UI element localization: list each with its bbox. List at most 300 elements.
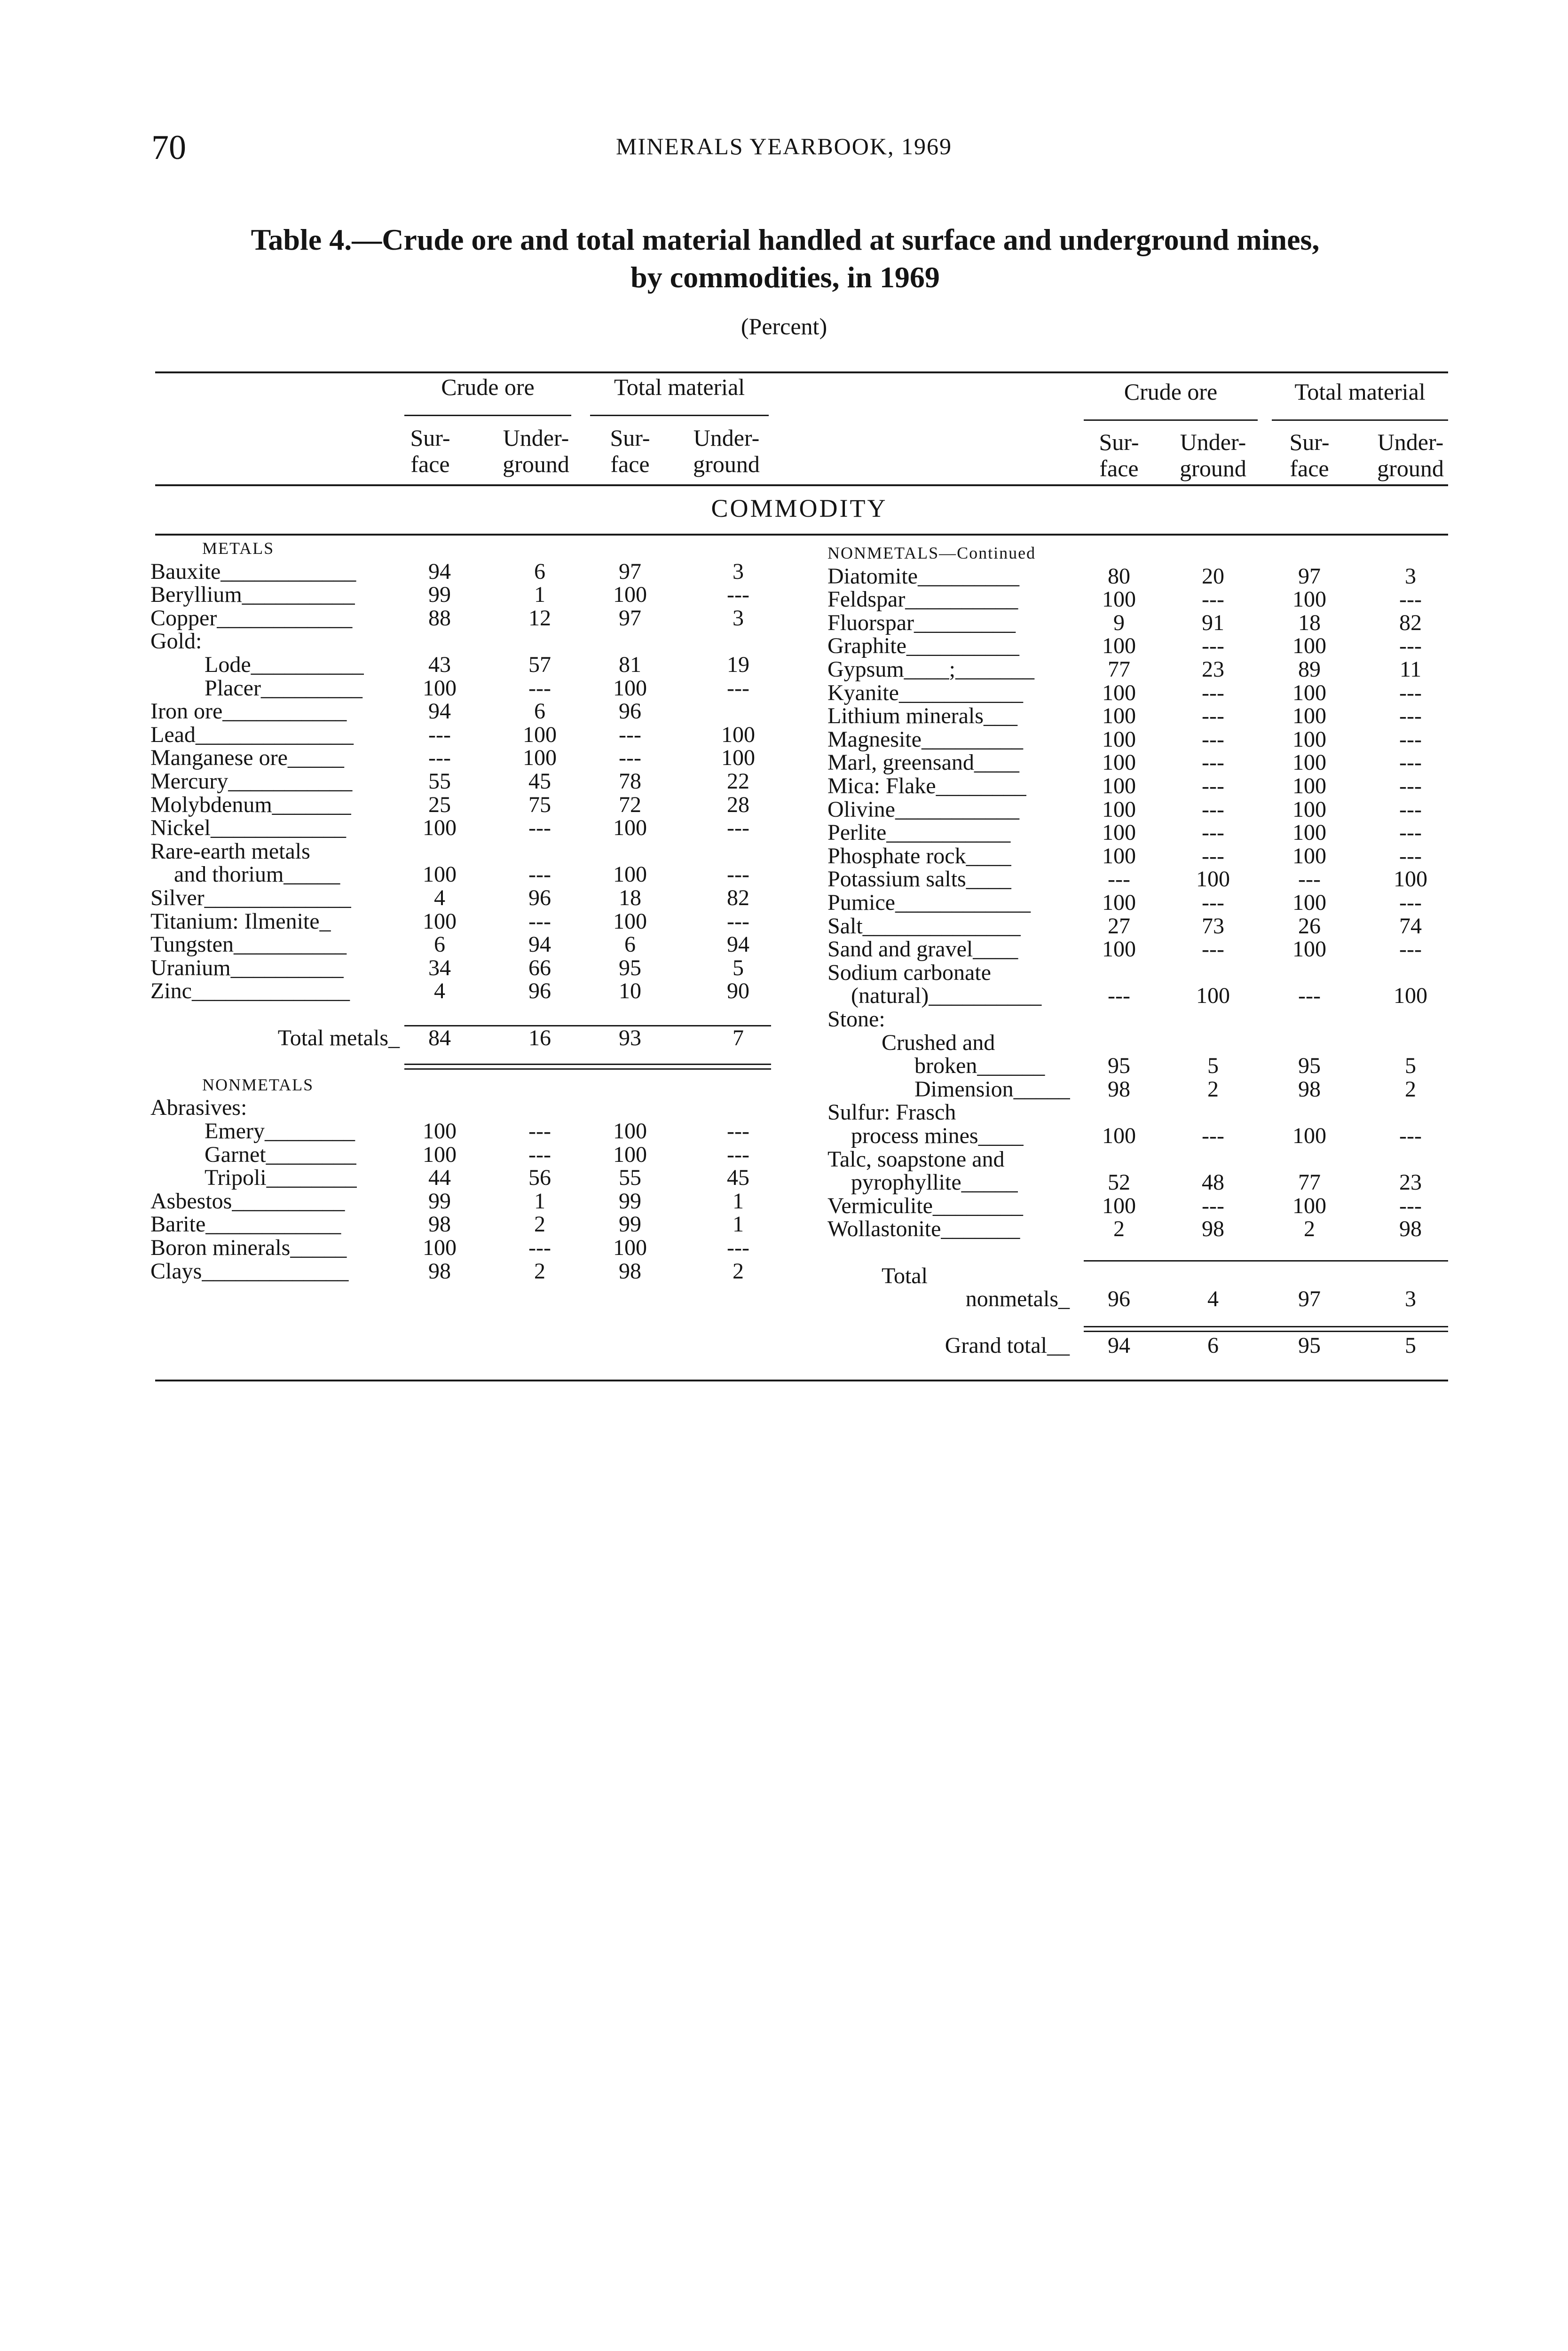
table-row xyxy=(0,844,1568,868)
table-row xyxy=(0,1194,1568,1218)
cell-total-underground: --- xyxy=(1399,703,1422,729)
cell-total-surface: 100 xyxy=(1292,797,1326,822)
cell-crude-surface: 99 xyxy=(428,1188,451,1214)
cell-crude-underground: 1 xyxy=(534,582,545,607)
commodity-label: Nickel____________ xyxy=(150,815,346,841)
cell-crude-underground: --- xyxy=(1202,937,1224,962)
cell-total-surface: 97 xyxy=(1298,563,1321,589)
cell-crude-underground: 100 xyxy=(1196,983,1230,1009)
left-header-underground-total xyxy=(677,425,776,477)
cell-total-surface: 89 xyxy=(1298,657,1321,682)
cell-crude-surface: 100 xyxy=(1102,750,1136,775)
commodity-label: Kyanite___________ xyxy=(827,680,1023,705)
commodity-label: Diatomite_________ xyxy=(827,563,1019,589)
cell-total-underground: 90 xyxy=(727,978,749,1004)
cell-total-underground: --- xyxy=(727,1235,749,1260)
cell-crude-surface: 100 xyxy=(423,862,457,887)
commodity-rule xyxy=(155,534,1448,536)
commodity-label: Total xyxy=(882,1263,928,1288)
cell-crude-underground: 100 xyxy=(523,722,557,747)
cell-crude-underground: --- xyxy=(1202,1193,1224,1218)
cell-total-underground: --- xyxy=(1399,633,1422,659)
cell-total-surface: 78 xyxy=(619,769,641,794)
cell-crude-underground: 5 xyxy=(1207,1053,1219,1079)
cell-total-surface: 100 xyxy=(613,582,647,607)
cell-crude-underground: --- xyxy=(1202,633,1224,659)
commodity-label: Asbestos__________ xyxy=(150,1188,345,1214)
cell-crude-underground: 94 xyxy=(528,932,551,957)
cell-total-surface: 100 xyxy=(1292,633,1326,659)
cell-crude-underground: 1 xyxy=(534,1188,545,1214)
cell-crude-underground: 6 xyxy=(1207,1333,1219,1358)
cell-crude-surface: 100 xyxy=(423,1235,457,1260)
cell-total-underground: 100 xyxy=(721,722,755,747)
commodity-label: Lode__________ xyxy=(205,652,364,677)
cell-crude-surface: 100 xyxy=(1102,633,1136,659)
left-header-underground-total-line-1: Under- xyxy=(693,425,760,451)
cell-crude-surface: 100 xyxy=(1102,890,1136,915)
cell-crude-underground: 96 xyxy=(528,885,551,910)
commodity-label: Total metals_ xyxy=(277,1025,400,1050)
cell-total-underground: --- xyxy=(727,582,749,607)
cell-total-surface: 100 xyxy=(613,862,647,887)
commodity-label: Graphite__________ xyxy=(827,633,1019,659)
cell-total-surface: 100 xyxy=(1292,843,1326,868)
cell-total-surface: 100 xyxy=(613,1142,647,1167)
commodity-label: Salt______________ xyxy=(827,913,1021,939)
cell-total-surface: 98 xyxy=(619,1258,641,1284)
cell-crude-underground: --- xyxy=(1202,820,1224,845)
cell-total-underground: 5 xyxy=(1405,1053,1416,1079)
cell-total-underground: --- xyxy=(727,862,749,887)
cell-crude-surface: 94 xyxy=(428,559,451,584)
table-row xyxy=(0,1054,1568,1078)
cell-total-surface: 97 xyxy=(1298,1286,1321,1312)
cell-crude-underground: --- xyxy=(528,862,551,887)
cell-crude-surface: 100 xyxy=(423,1119,457,1144)
cell-crude-underground: --- xyxy=(1202,726,1224,752)
cell-crude-surface: 84 xyxy=(428,1025,451,1050)
cell-total-underground: --- xyxy=(727,675,749,701)
cell-crude-surface: 100 xyxy=(1102,680,1136,705)
cell-crude-underground: --- xyxy=(528,675,551,701)
left-header-surface-crude xyxy=(397,425,463,477)
cell-total-surface: 100 xyxy=(1292,726,1326,752)
cell-crude-underground: 2 xyxy=(534,1212,545,1237)
cell-total-underground: 3 xyxy=(1405,563,1416,589)
right-header-crude-ore: Crude ore xyxy=(1124,379,1218,405)
right-header-underground-crude xyxy=(1164,429,1262,481)
cell-crude-underground: --- xyxy=(1202,587,1224,612)
cell-total-underground: 1 xyxy=(733,1212,744,1237)
cell-total-surface: 98 xyxy=(1298,1076,1321,1102)
table-subtitle: (Percent) xyxy=(741,313,827,339)
running-head: MINERALS YEARBOOK, 1969 xyxy=(616,133,952,159)
cell-crude-surface: 100 xyxy=(423,815,457,841)
cell-total-surface: 100 xyxy=(1292,890,1326,915)
cell-crude-underground: 96 xyxy=(528,978,551,1004)
left-header-total-material: Total material xyxy=(614,374,745,400)
cell-total-underground: 22 xyxy=(727,769,749,794)
right-header-underground-total-line-2: ground xyxy=(1377,455,1444,481)
commodity-label: Manganese ore_____ xyxy=(150,745,344,771)
cell-total-surface: 18 xyxy=(1298,610,1321,635)
cell-total-underground: --- xyxy=(1399,843,1422,868)
table-row xyxy=(0,774,1568,798)
table-row xyxy=(0,657,1568,682)
right-header-total-material: Total material xyxy=(1294,379,1426,405)
cell-crude-surface: 94 xyxy=(428,699,451,724)
cell-crude-underground: 98 xyxy=(1202,1216,1224,1242)
cell-total-surface: 100 xyxy=(1292,750,1326,775)
cell-crude-underground: 100 xyxy=(1196,867,1230,892)
commodity-label: Beryllium__________ xyxy=(150,582,355,607)
cell-crude-surface: --- xyxy=(428,745,451,771)
table-row xyxy=(0,564,1568,589)
cell-crude-surface: 96 xyxy=(1108,1286,1130,1312)
cell-crude-surface: 43 xyxy=(428,652,451,677)
commodity-label: Pumice____________ xyxy=(827,890,1031,915)
cell-crude-surface: 99 xyxy=(428,582,451,607)
cell-total-underground: --- xyxy=(1399,1193,1422,1218)
cell-total-surface: 96 xyxy=(619,699,641,724)
cell-crude-surface: 52 xyxy=(1108,1170,1130,1195)
table-row xyxy=(0,681,1568,705)
commodity-label: Silver_____________ xyxy=(150,885,351,910)
commodity-label: Marl, greensand____ xyxy=(827,750,1019,775)
cell-crude-underground: 66 xyxy=(528,955,551,980)
cell-total-surface: 99 xyxy=(619,1212,641,1237)
cell-total-underground: 45 xyxy=(727,1165,749,1191)
cell-total-underground: 2 xyxy=(733,1258,744,1284)
commodity-label: Copper____________ xyxy=(150,605,353,631)
table-row xyxy=(0,937,1568,962)
table-row xyxy=(0,750,1568,775)
cell-crude-underground: --- xyxy=(1202,890,1224,915)
cell-crude-surface: 77 xyxy=(1108,657,1130,682)
table-row xyxy=(0,914,1568,939)
commodity-label: (natural)__________ xyxy=(851,983,1042,1009)
cell-total-surface: --- xyxy=(619,745,641,771)
cell-total-surface: 100 xyxy=(1292,680,1326,705)
commodity-heading: COMMODITY xyxy=(711,494,888,522)
cell-crude-surface: 100 xyxy=(1102,1123,1136,1148)
cell-crude-surface: 34 xyxy=(428,955,451,980)
left-header-underground-crude-line-2: ground xyxy=(503,451,569,477)
cell-crude-underground: --- xyxy=(528,1119,551,1144)
commodity-label: Lithium minerals___ xyxy=(827,703,1017,729)
cell-crude-surface: 100 xyxy=(1102,1193,1136,1218)
table-bottom-rule xyxy=(155,1380,1448,1381)
cell-crude-surface: 98 xyxy=(428,1212,451,1237)
table-row xyxy=(0,820,1568,845)
cell-crude-surface: 25 xyxy=(428,792,451,817)
cell-crude-surface: 98 xyxy=(1108,1076,1130,1102)
commodity-label: and thorium_____ xyxy=(174,862,340,887)
cell-total-underground: 100 xyxy=(1394,867,1427,892)
cell-total-underground: --- xyxy=(1399,797,1422,822)
cell-total-surface: 6 xyxy=(624,932,636,957)
table-row xyxy=(0,587,1568,612)
nonmetals-total-rule-1 xyxy=(1084,1326,1448,1327)
cell-crude-underground: 57 xyxy=(528,652,551,677)
cell-crude-underground: --- xyxy=(1202,750,1224,775)
commodity-label: Barite____________ xyxy=(150,1212,341,1237)
cell-total-surface: --- xyxy=(1298,983,1321,1009)
commodity-label: Mica: Flake________ xyxy=(827,773,1026,798)
cell-crude-underground: 75 xyxy=(528,792,551,817)
right-header-underground-crude-line-1: Under- xyxy=(1180,429,1246,455)
cell-total-surface: 95 xyxy=(619,955,641,980)
cell-total-underground: --- xyxy=(1399,773,1422,798)
commodity-label: Sulfur: Frasch xyxy=(827,1100,956,1125)
commodity-label: Abrasives: xyxy=(150,1095,247,1120)
cell-total-surface: 100 xyxy=(1292,1123,1326,1148)
cell-total-underground: 19 xyxy=(727,652,749,677)
commodity-label: Placer_________ xyxy=(205,675,362,701)
cell-total-underground: --- xyxy=(1399,726,1422,752)
cell-total-underground: 3 xyxy=(733,605,744,631)
cell-crude-surface: 80 xyxy=(1108,563,1130,589)
table-row xyxy=(0,1100,1568,1125)
right-header-surface-crude-line-2: face xyxy=(1099,455,1139,481)
table-title-line-2: by commodities, in 1969 xyxy=(630,260,940,294)
table-row xyxy=(0,867,1568,891)
cell-crude-surface: --- xyxy=(428,722,451,747)
cell-total-underground: 5 xyxy=(1405,1333,1416,1358)
commodity-label: Garnet________ xyxy=(205,1142,356,1167)
left-header-surface-crude-line-1: Sur- xyxy=(410,425,450,451)
cell-crude-surface: 100 xyxy=(1102,797,1136,822)
total-row xyxy=(0,1333,1568,1358)
cell-total-surface: --- xyxy=(1298,867,1321,892)
commodity-label: Tripoli________ xyxy=(205,1165,357,1191)
table-row xyxy=(0,1124,1568,1148)
cell-crude-surface: 100 xyxy=(1102,773,1136,798)
cell-crude-surface: 100 xyxy=(1102,843,1136,868)
table-row xyxy=(0,984,1568,1008)
cell-total-underground: 3 xyxy=(1405,1286,1416,1312)
cell-total-surface: 97 xyxy=(619,559,641,584)
cell-total-underground: --- xyxy=(727,1119,749,1144)
cell-crude-surface: 4 xyxy=(434,978,445,1004)
cell-crude-surface: 88 xyxy=(428,605,451,631)
left-crude-ore-rule xyxy=(404,415,571,416)
commodity-label: Clays_____________ xyxy=(150,1258,349,1284)
cell-total-underground: 82 xyxy=(1399,610,1422,635)
cell-crude-underground: 16 xyxy=(528,1025,551,1050)
cell-total-underground: --- xyxy=(1399,820,1422,845)
commodity-label: process mines____ xyxy=(851,1123,1024,1148)
cell-crude-underground: 91 xyxy=(1202,610,1224,635)
cell-total-underground: --- xyxy=(1399,680,1422,705)
commodity-label: Sodium carbonate xyxy=(827,960,991,985)
cell-total-surface: 26 xyxy=(1298,913,1321,939)
cell-total-surface: 18 xyxy=(619,885,641,910)
table-row xyxy=(0,1170,1568,1195)
commodity-label: Lead______________ xyxy=(150,722,354,747)
right-header-surface-total-line-1: Sur- xyxy=(1289,429,1330,455)
cell-crude-underground: --- xyxy=(1202,680,1224,705)
cell-crude-underground: --- xyxy=(1202,843,1224,868)
cell-crude-underground: 4 xyxy=(1207,1286,1219,1312)
cell-crude-underground: 100 xyxy=(523,745,557,771)
commodity-label: Molybdenum_______ xyxy=(150,792,351,817)
cell-total-surface: 77 xyxy=(1298,1170,1321,1195)
cell-total-surface: 100 xyxy=(1292,937,1326,962)
table-row xyxy=(0,634,1568,658)
cell-total-underground: 23 xyxy=(1399,1170,1422,1195)
cell-total-surface: 99 xyxy=(619,1188,641,1214)
cell-total-surface: --- xyxy=(619,722,641,747)
cell-total-underground: --- xyxy=(1399,1123,1422,1148)
commodity-label: Olivine___________ xyxy=(827,797,1019,822)
commodity-label: pyrophyllite_____ xyxy=(851,1170,1018,1195)
commodity-label: Feldspar__________ xyxy=(827,587,1018,612)
cell-crude-underground: --- xyxy=(528,1142,551,1167)
commodity-label: Uranium__________ xyxy=(150,955,344,980)
cell-total-underground: 100 xyxy=(721,745,755,771)
commodity-label: Magnesite_________ xyxy=(827,726,1023,752)
commodity-label: Wollastonite_______ xyxy=(827,1216,1020,1242)
right-header-surface-total xyxy=(1276,429,1342,481)
cell-total-underground: --- xyxy=(1399,750,1422,775)
commodity-label: Fluorspar_________ xyxy=(827,610,1016,635)
cell-crude-surface: --- xyxy=(1108,867,1130,892)
cell-total-surface: 100 xyxy=(1292,703,1326,729)
table-row xyxy=(0,961,1568,985)
table-row xyxy=(0,1264,1568,1288)
cell-total-underground: --- xyxy=(1399,587,1422,612)
cell-crude-surface: --- xyxy=(1108,983,1130,1009)
cell-crude-underground: --- xyxy=(1202,797,1224,822)
cell-crude-underground: --- xyxy=(528,1235,551,1260)
commodity-label: Perlite___________ xyxy=(827,820,1011,845)
left-header-underground-total-line-2: ground xyxy=(693,451,760,477)
cell-total-surface: 100 xyxy=(613,908,647,934)
right-header-underground-total xyxy=(1361,429,1460,481)
table-row xyxy=(0,1031,1568,1055)
cell-total-surface: 100 xyxy=(1292,820,1326,845)
commodity-label: Gold: xyxy=(150,629,202,654)
cell-crude-surface: 6 xyxy=(434,932,445,957)
commodity-label: Rare-earth metals xyxy=(150,838,310,864)
table-row xyxy=(0,1007,1568,1032)
cell-total-surface: 93 xyxy=(619,1025,641,1050)
cell-total-underground: 98 xyxy=(1399,1216,1422,1242)
commodity-label: Sand and gravel____ xyxy=(827,937,1018,962)
cell-crude-surface: 98 xyxy=(428,1258,451,1284)
cell-total-underground: --- xyxy=(727,1142,749,1167)
cell-total-surface: 95 xyxy=(1298,1053,1321,1079)
commodity-label: Grand total__ xyxy=(945,1333,1070,1358)
cell-crude-underground: --- xyxy=(528,815,551,841)
cell-total-surface: 100 xyxy=(1292,587,1326,612)
cell-crude-surface: 94 xyxy=(1108,1333,1130,1358)
cell-total-underground: 100 xyxy=(1394,983,1427,1009)
right-header-surface-total-line-2: face xyxy=(1290,455,1329,481)
cell-crude-underground: 6 xyxy=(534,559,545,584)
left-header-surface-total-line-2: face xyxy=(610,451,650,477)
cell-crude-underground: 45 xyxy=(528,769,551,794)
cell-total-underground: 7 xyxy=(733,1025,744,1050)
left-header-surface-total-line-1: Sur- xyxy=(610,425,650,451)
table-row xyxy=(0,611,1568,635)
cell-total-surface: 10 xyxy=(619,978,641,1004)
right-header-surface-crude-line-1: Sur- xyxy=(1099,429,1139,455)
cell-total-underground: --- xyxy=(1399,890,1422,915)
cell-crude-surface: 100 xyxy=(1102,820,1136,845)
cell-crude-underground: --- xyxy=(1202,703,1224,729)
commodity-label: broken______ xyxy=(914,1053,1045,1079)
commodity-label: Dimension_____ xyxy=(914,1076,1070,1102)
cell-crude-surface: 100 xyxy=(1102,937,1136,962)
cell-crude-underground: 73 xyxy=(1202,913,1224,939)
table-row xyxy=(0,704,1568,728)
commodity-label: Iron ore___________ xyxy=(150,699,347,724)
left-header-surface-total xyxy=(597,425,663,477)
cell-total-underground: 3 xyxy=(733,559,744,584)
cell-crude-surface: 4 xyxy=(434,885,445,910)
cell-total-underground: 1 xyxy=(733,1188,744,1214)
header-bottom-rule xyxy=(155,484,1448,486)
cell-total-underground: --- xyxy=(1399,937,1422,962)
cell-crude-underground: 12 xyxy=(528,605,551,631)
commodity-label: NONMETALS xyxy=(202,1075,314,1094)
table-row xyxy=(0,797,1568,822)
cell-total-underground: 94 xyxy=(727,932,749,957)
right-header-underground-total-line-1: Under- xyxy=(1377,429,1444,455)
table-title-line-1: Table 4.—Crude ore and total material handled at surface and underground mines, xyxy=(251,223,1320,256)
cell-crude-surface: 100 xyxy=(1102,703,1136,729)
commodity-label: Zinc______________ xyxy=(150,978,350,1004)
commodity-label: Stone: xyxy=(827,1007,885,1032)
cell-crude-surface: 100 xyxy=(1102,587,1136,612)
right-crude-ore-rule xyxy=(1084,419,1258,421)
table-row xyxy=(0,1217,1568,1241)
cell-crude-underground: 48 xyxy=(1202,1170,1224,1195)
cell-total-surface: 72 xyxy=(619,792,641,817)
commodity-label: Potassium salts____ xyxy=(827,867,1011,892)
table-row xyxy=(0,1147,1568,1172)
cell-crude-underground: --- xyxy=(528,908,551,934)
cell-total-underground: --- xyxy=(727,815,749,841)
cell-total-underground: 5 xyxy=(733,955,744,980)
cell-total-surface: 95 xyxy=(1298,1333,1321,1358)
cell-crude-underground: 6 xyxy=(534,699,545,724)
commodity-label: Gypsum____;_______ xyxy=(827,657,1035,682)
cell-total-surface: 97 xyxy=(619,605,641,631)
cell-crude-underground: 56 xyxy=(528,1165,551,1191)
cell-crude-surface: 95 xyxy=(1108,1053,1130,1079)
right-header-underground-crude-line-2: ground xyxy=(1180,455,1246,481)
table-title xyxy=(155,221,1415,296)
cell-crude-underground: 2 xyxy=(1207,1076,1219,1102)
cell-total-surface: 2 xyxy=(1304,1216,1315,1242)
left-header-underground-crude-line-1: Under- xyxy=(503,425,569,451)
cell-total-underground: 74 xyxy=(1399,913,1422,939)
section-heading-row xyxy=(0,541,1568,565)
cell-total-underground: 82 xyxy=(727,885,749,910)
table-row xyxy=(0,1077,1568,1102)
table-row xyxy=(0,891,1568,915)
page-number: 70 xyxy=(151,128,186,167)
commodity-label: NONMETALS—Continued xyxy=(827,544,1036,562)
left-total-material-rule xyxy=(590,415,769,416)
cell-crude-surface: 27 xyxy=(1108,913,1130,939)
commodity-label: Talc, soapstone and xyxy=(827,1146,1005,1172)
commodity-label: Vermiculite________ xyxy=(827,1193,1023,1218)
